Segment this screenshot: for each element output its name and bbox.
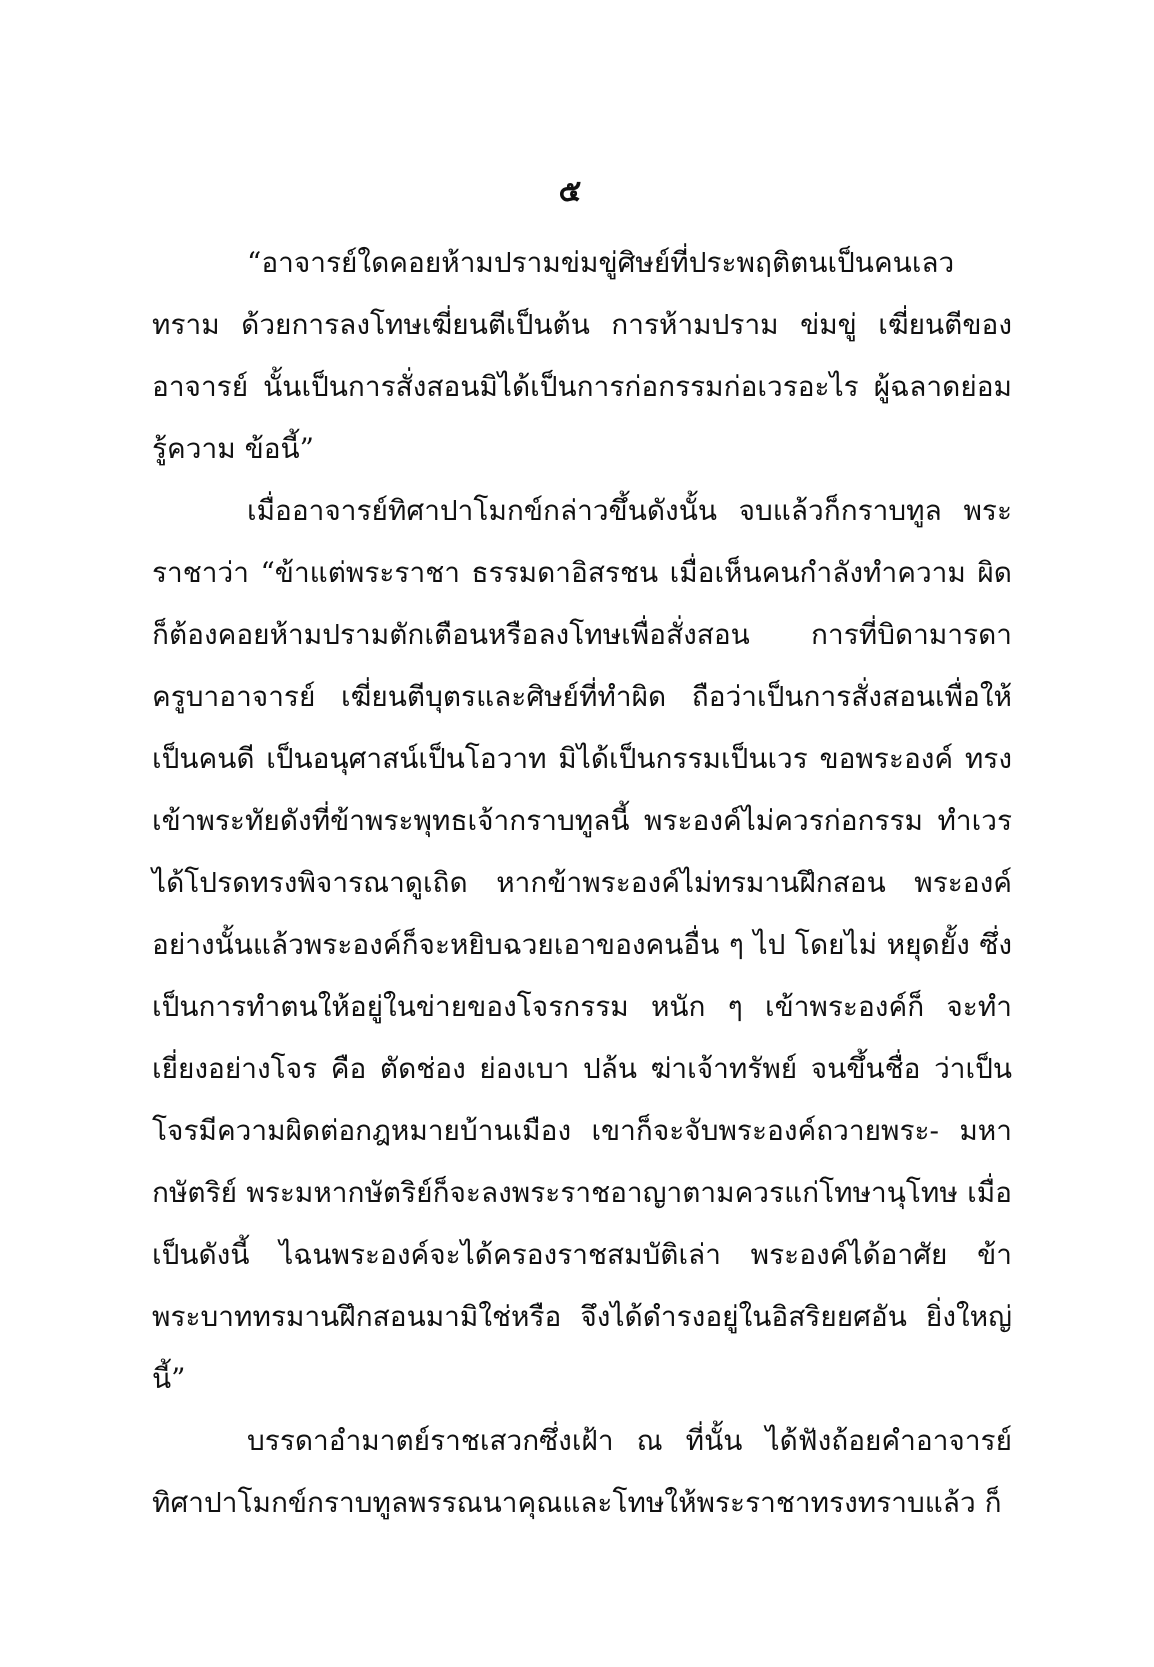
page-number: ๕ <box>558 174 582 209</box>
paragraph-3: บรรดาอำมาตย์ราชเสวกซึ่งเฝ้า ณ ที่นั้น ได้ฟังถ้อยคำอาจารย์ ทิศาปาโมกข์กราบทูลพรรณนาคุณและโทษให้พระราชาทรงทราบแล้ว ก็ <box>152 1424 1012 1519</box>
body-text <box>152 232 1012 1534</box>
paragraph-1: “อาจารย์ใดคอยห้ามปรามข่มขู่ศิษย์ที่ประพฤติตนเป็นคนเลวทราม ด้วยการลงโทษเฆี่ยนตีเป็นต้น การห้ามปราม ข่มขู่ เฆี่ยนตีของอาจารย์ นั้นเป็นการสั่งสอนมิได้เป็นการก่อกรรมก่อเวรอะไร ผู้ฉลาดย่อมรู้ความ ข้อนี้” <box>152 246 1012 465</box>
paragraph-2: เมื่ออาจารย์ทิศาปาโมกข์กล่าวขึ้นดังนั้น จบแล้วก็กราบทูล พระราชาว่า “ข้าแต่พระราชา ธรรมดาอิสรชน เมื่อเห็นคนกำลังทำความ ผิด ก็ต้องคอยห้ามปรามตักเตือนหรือลงโทษเพื่อสั่งสอน การที่บิดามารดา ครูบาอาจารย์ เฆี่ยนตีบุตรและศิษย์ที่ทำผิด ถือว่าเป็นการสั่งสอนเพื่อให้ เป็นคนดี เป็นอนุศาสน์เป็นโอวาท มิได้เป็นกรรมเป็นเวร ขอพระองค์ ทรงเข้าพระทัยดังที่ข้าพระพุทธเจ้ากราบทูลนี้ พระองค์ไม่ควรก่อกรรม ทำเวร ได้โปรดทรงพิจารณาดูเถิด หากข้าพระองค์ไม่ทรมานฝึกสอน พระองค์อย่างนั้นแล้วพระองค์ก็จะหยิบฉวยเอาของคนอื่น ๆ ไป โดยไม่ หยุดยั้ง ซึ่งเป็นการทำตนให้อยู่ในข่ายของโจรกรรม หนัก ๆ เข้าพระองค์ก็ จะทำเยี่ยงอย่างโจร คือ ตัดช่อง ย่องเบา ปล้น ฆ่าเจ้าทรัพย์ จนขึ้นชื่อ ว่าเป็นโจรมีความผิดต่อกฎหมายบ้านเมือง เขาก็จะจับพระองค์ถวายพระ- มหากษัตริย์ พระมหากษัตริย์ก็จะลงพระราชอาญาตามควรแก่โทษานุโทษ เมื่อเป็นดังนี้ ไฉนพระองค์จะได้ครองราชสมบัติเล่า พระองค์ได้อาศัย ข้าพระบาททรมานฝึกสอนมามิใช่หรือ จึงได้ดำรงอยู่ในอิสริยยศอัน ยิ่งใหญ่นี้” <box>152 494 1012 1395</box>
